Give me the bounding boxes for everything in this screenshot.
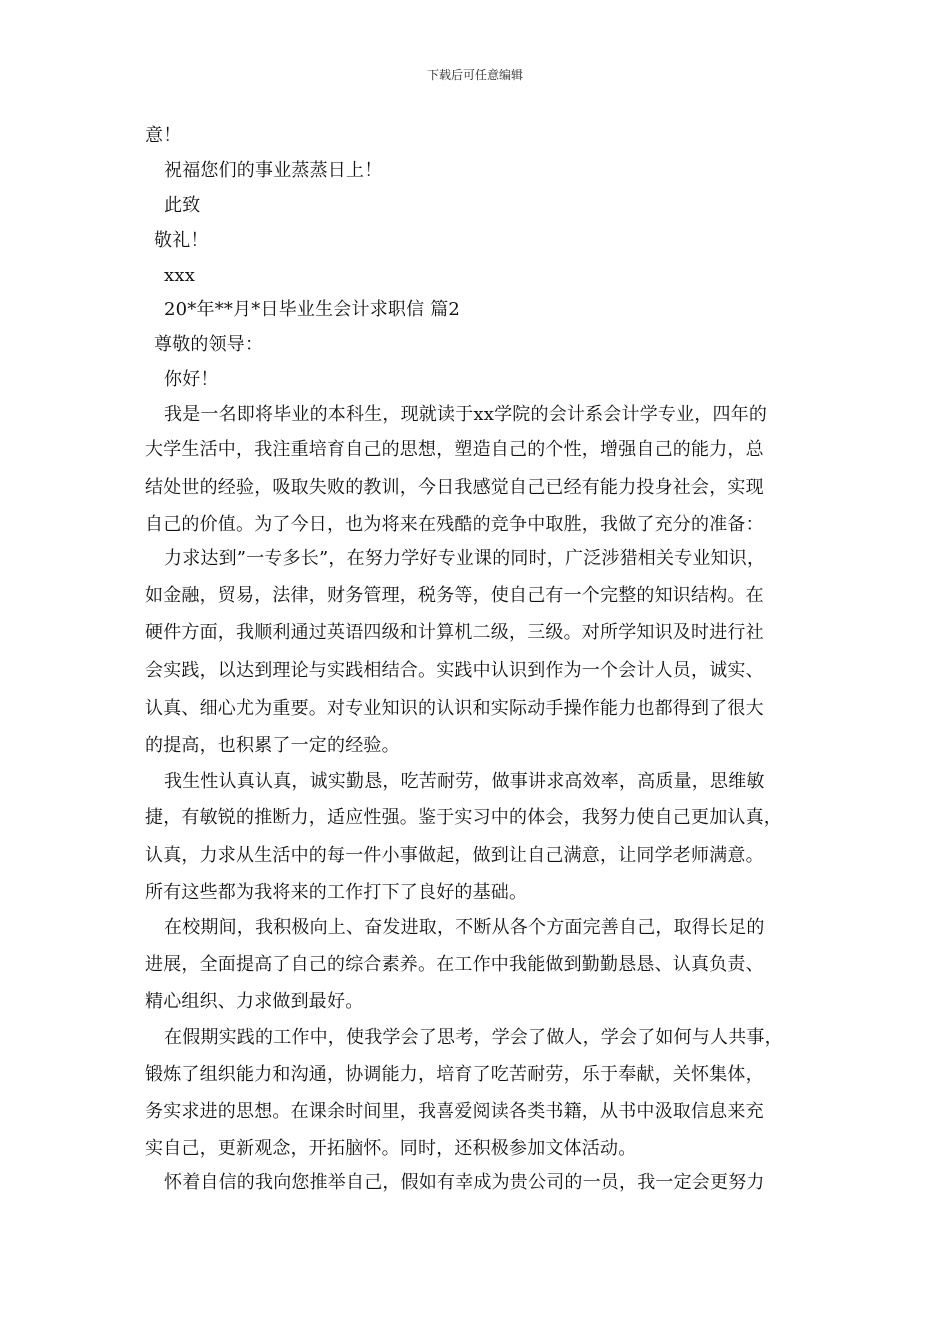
page-header: 下载后可任意编辑 [426, 68, 523, 82]
text-line: 结处世的经验，吸取失败的教训，今日我感觉自己已经有能力投身社会，实现 [145, 477, 764, 498]
text-line: 力求达到”一专多长”，在努力学好专业课的同时，广泛涉猎相关专业知识， [164, 548, 766, 569]
text-line: 在假期实践的工作中，使我学会了思考，学会了做人，学会了如何与人共事， [164, 1027, 783, 1048]
text-line: 此致 [164, 195, 201, 216]
text-line: 自己的价值。为了今日，也为将来在残酷的竞争中取胜，我做了充分的准备： [145, 514, 764, 535]
text-line: 我生性认真认真，诚实勤恳，吃苦耐劳，做事讲求高效率，高质量，思维敏 [164, 771, 765, 792]
text-line: 在校期间，我积极向上、奋发进取，不断从各个方面完善自己，取得长足的 [164, 917, 765, 938]
text-line: 硬件方面，我顺利通过英语四级和计算机二级，三级。对所学知识及时进行社 [145, 622, 764, 643]
text-line: 认真、细心尤为重要。对专业知识的认识和实际动手操作能力也都得到了很大 [145, 698, 764, 719]
text-line: xxx [164, 265, 196, 286]
text-line: 我是一名即将毕业的本科生，现就读于xx学院的会计系会计学专业，四年的 [164, 404, 768, 425]
text-line: 的提高，也积累了一定的经验。 [145, 735, 400, 756]
text-line: 锻炼了组织能力和沟通，协调能力，培育了吃苦耐劳，乐于奉献，关怀集体， [145, 1064, 764, 1085]
text-line: 实自己，更新观念，开拓脑怀。同时，还积极参加文体活动。 [145, 1138, 637, 1159]
text-line: 进展，全面提高了自己的综合素养。在工作中我能做到勤勤恳恳、认真负责、 [145, 954, 764, 975]
text-line: 祝福您们的事业蒸蒸日上！ [164, 160, 383, 181]
text-line: 所有这些都为我将来的工作打下了良好的基础。 [145, 882, 528, 903]
text-line: 怀着自信的我向您推举自己，假如有幸成为贵公司的一员，我一定会更努力 [164, 1172, 765, 1193]
text-line: 意！ [145, 125, 182, 146]
text-line: 捷，有敏锐的推断力，适应性强。鉴于实习中的体会，我努力使自己更加认真， [145, 807, 782, 828]
text-line: 精心组织、力求做到最好。 [145, 991, 364, 1012]
text-line: 认真，力求从生活中的每一件小事做起，做到让自己满意，让同学老师满意。 [145, 845, 764, 866]
text-line: 尊敬的领导： [154, 334, 264, 355]
text-line: 务实求进的思想。在课余时间里，我喜爱阅读各类书籍，从书中汲取信息来充 [145, 1101, 764, 1122]
text-line: 如金融，贸易，法律，财务管理，税务等，使自己有一个完整的知识结构。在 [145, 585, 764, 606]
text-line: 敬礼！ [154, 230, 209, 251]
text-line: 大学生活中，我注重培育自己的思想，塑造自己的个性，增强自己的能力，总 [145, 439, 764, 460]
text-line: 20*年**月*日毕业生会计求职信 篇2 [164, 299, 461, 320]
text-line: 会实践，以达到理论与实践相结合。实践中认识到作为一个会计人员，诚实、 [145, 660, 764, 681]
text-line: 你好！ [164, 369, 219, 390]
